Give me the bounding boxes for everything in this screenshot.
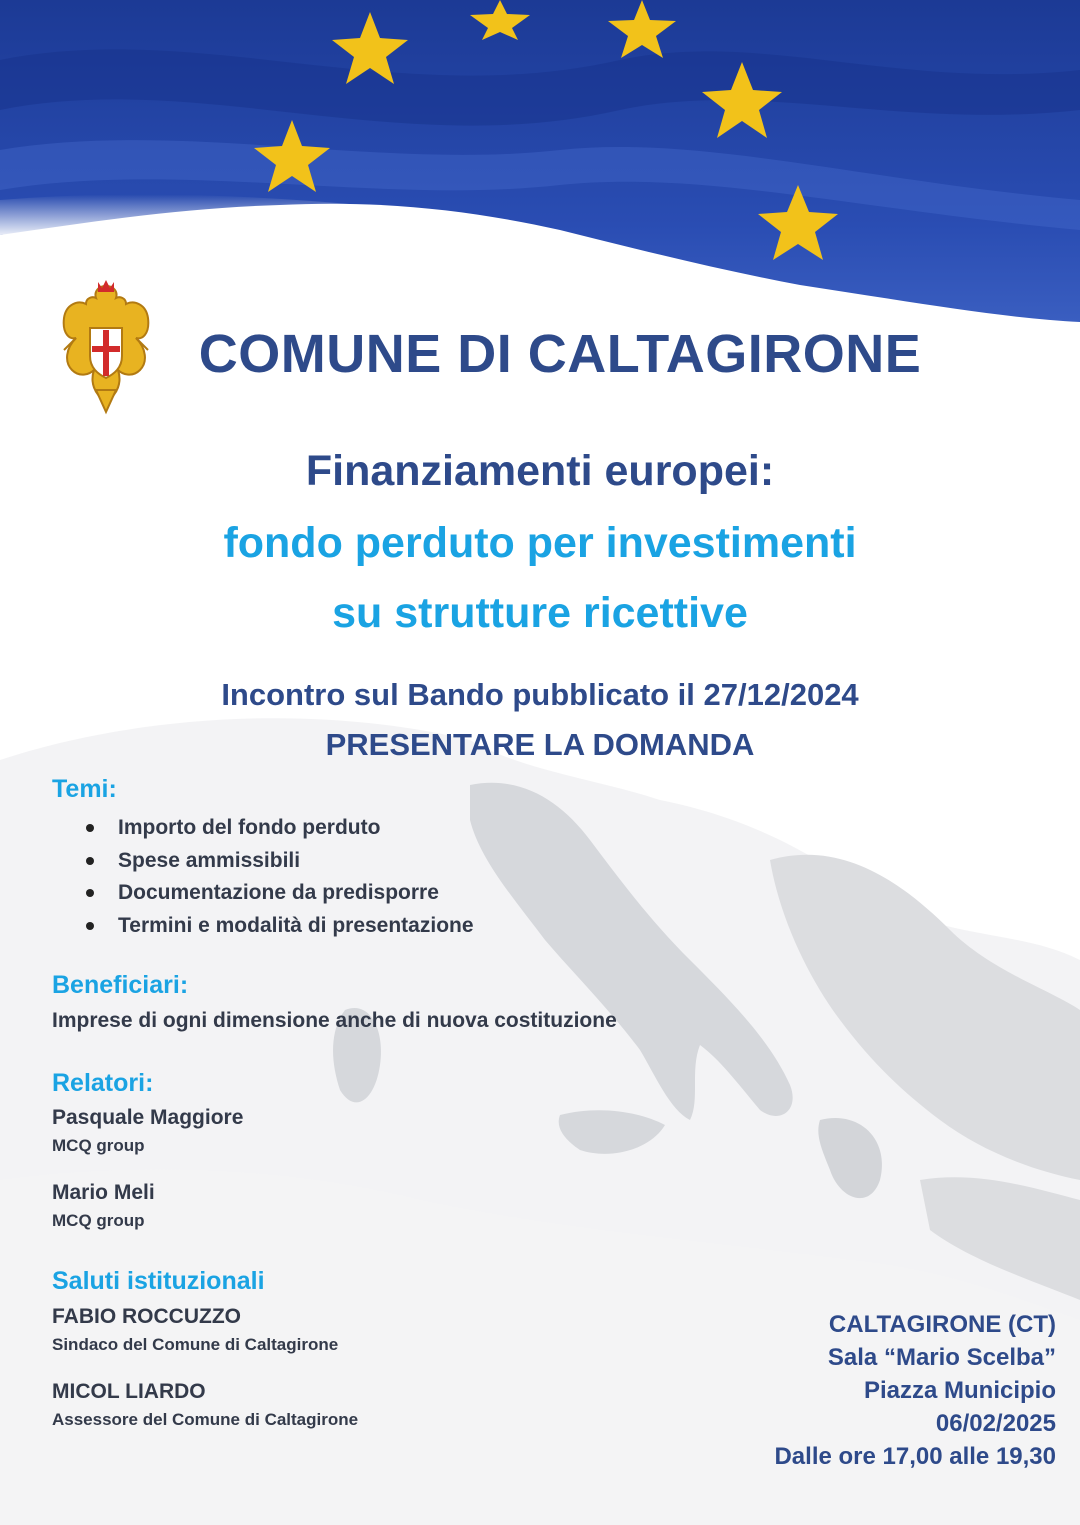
temi-list (86, 812, 474, 942)
speaker-name: Pasquale Maggiore (52, 1106, 244, 1129)
venue-city: CALTAGIRONE (CT) (828, 1311, 1056, 1338)
venue-hall: Sala “Mario Scelba” (827, 1344, 1056, 1371)
call-to-action: PRESENTARE LA DOMANDA (325, 727, 755, 762)
temi-heading: Temi: (52, 775, 117, 803)
official-role: Sindaco del Comune di Caltagirone (52, 1335, 339, 1354)
beneficiari-text: Imprese di ogni dimensione anche di nuova costituzione (52, 1009, 617, 1032)
event-time: Dalle ore 17,00 alle 19,30 (774, 1443, 1056, 1470)
list-item: Termini e modalità di presentazione (86, 910, 474, 943)
official-role: Assessore del Comune di Caltagirone (52, 1410, 359, 1429)
saluti-heading: Saluti istituzionali (52, 1267, 265, 1295)
subtitle-line-1: Finanziamenti europei: (305, 447, 775, 495)
caltagirone-coat-of-arms (56, 278, 156, 418)
meeting-info: Incontro sul Bando pubblicato il 27/12/2024 (221, 677, 859, 712)
subtitle-line-3: su strutture ricettive (332, 589, 748, 637)
venue-info (774, 1308, 1056, 1473)
official-name: FABIO ROCCUZZO (52, 1305, 241, 1328)
official-name: MICOL LIARDO (52, 1380, 206, 1403)
speaker-org: MCQ group (52, 1136, 145, 1155)
speaker-name: Mario Meli (52, 1181, 155, 1204)
subtitle-line-2: fondo perduto per investimenti (223, 519, 857, 567)
list-item: Importo del fondo perduto (86, 812, 474, 845)
event-date: 06/02/2025 (935, 1410, 1056, 1437)
list-item: Documentazione da predisporre (86, 877, 474, 910)
relatori-heading: Relatori: (52, 1069, 154, 1097)
venue-square: Piazza Municipio (863, 1377, 1056, 1404)
page-title: COMUNE DI CALTAGIRONE (198, 324, 922, 384)
eu-flag-banner (0, 0, 1080, 340)
beneficiari-heading: Beneficiari: (52, 971, 189, 999)
list-item: Spese ammissibili (86, 845, 474, 878)
speaker-org: MCQ group (52, 1211, 145, 1230)
